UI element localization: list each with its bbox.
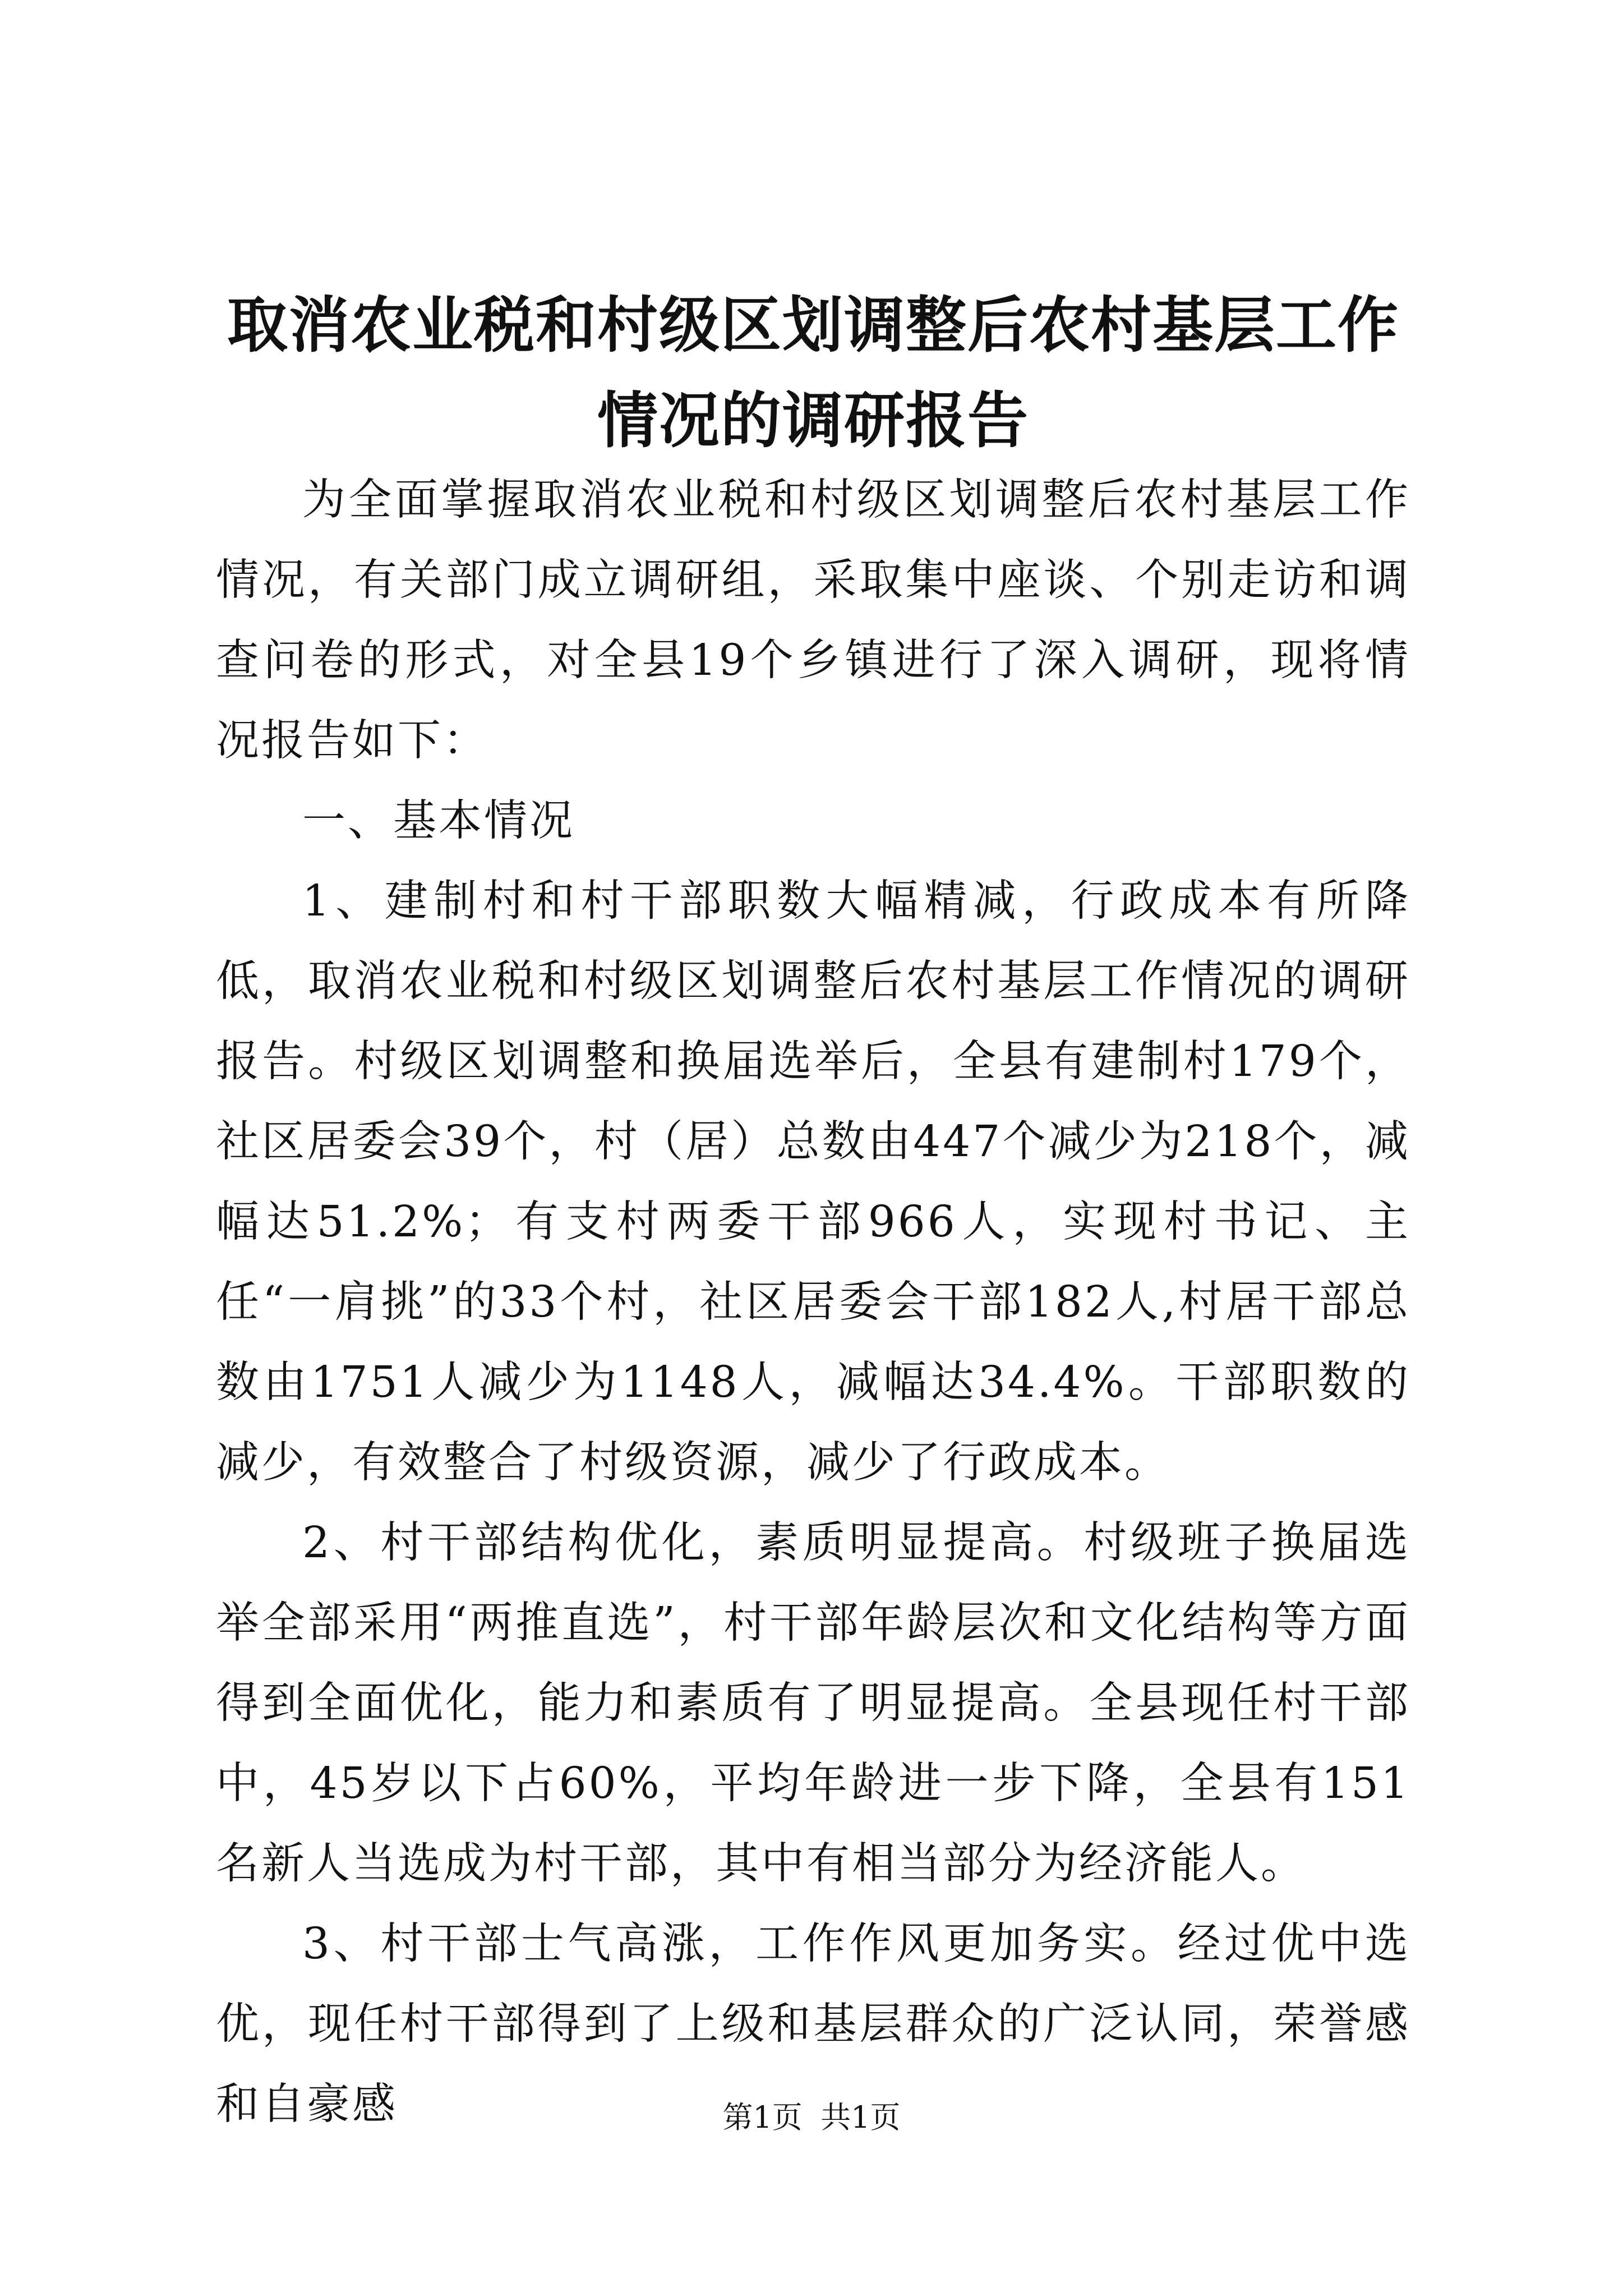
paragraph-intro: 为全面掌握取消农业税和村级区划调整后农村基层工作情况，有关部门成立调研组，采取集中座谈、个别走访和调查问卷的形式，对全县19个乡镇进行了深入调研，现将情况报告如下： (216, 475, 1410, 766)
section-heading-basic-situation: 一、基本情况 (302, 796, 575, 846)
page-total: 共1页 (820, 2100, 901, 2135)
paragraph-item-3: 3、村干部士气高涨，工作作风更加务实。经过优中选优，现任村干部得到了上级和基层群众的广泛认同，荣誉感和自豪感 (216, 1919, 1410, 2129)
page-number: 第1页 (722, 2100, 803, 2135)
document-body (216, 460, 1410, 2145)
paragraph-item-2: 2、村干部结构优化，素质明显提高。村级班子换届选举全部采用“两推直选”，村干部年龄层次和文化结构等方面得到全面优化，能力和素质有了明显提高。全县现任村干部中，45岁以下占60%，平均年龄进一步下降，全县有151名新人当选成为村干部，其中有相当部分为经济能人。 (216, 1518, 1410, 1889)
page-footer (0, 2098, 1623, 2137)
paragraph-item-1: 1、建制村和村干部职数大幅精减，行政成本有所降低，取消农业税和村级区划调整后农村基层工作情况的调研报告。村级区划调整和换届选举后，全县有建制村179个，社区居委会39个，村（居）总数由447个减少为218个，减幅达51.2%；有支村两委干部966人，实现村书记、主任“一肩挑”的33个村，社区居委会干部182人,村居干部总数由1751人减少为1148人，减幅达34.4%。干部职数的减少，有效整合了村级资源，减少了行政成本。 (216, 876, 1410, 1488)
document-title: 取消农业税和村级区划调整后农村基层工作情况的调研报告 (227, 290, 1399, 456)
